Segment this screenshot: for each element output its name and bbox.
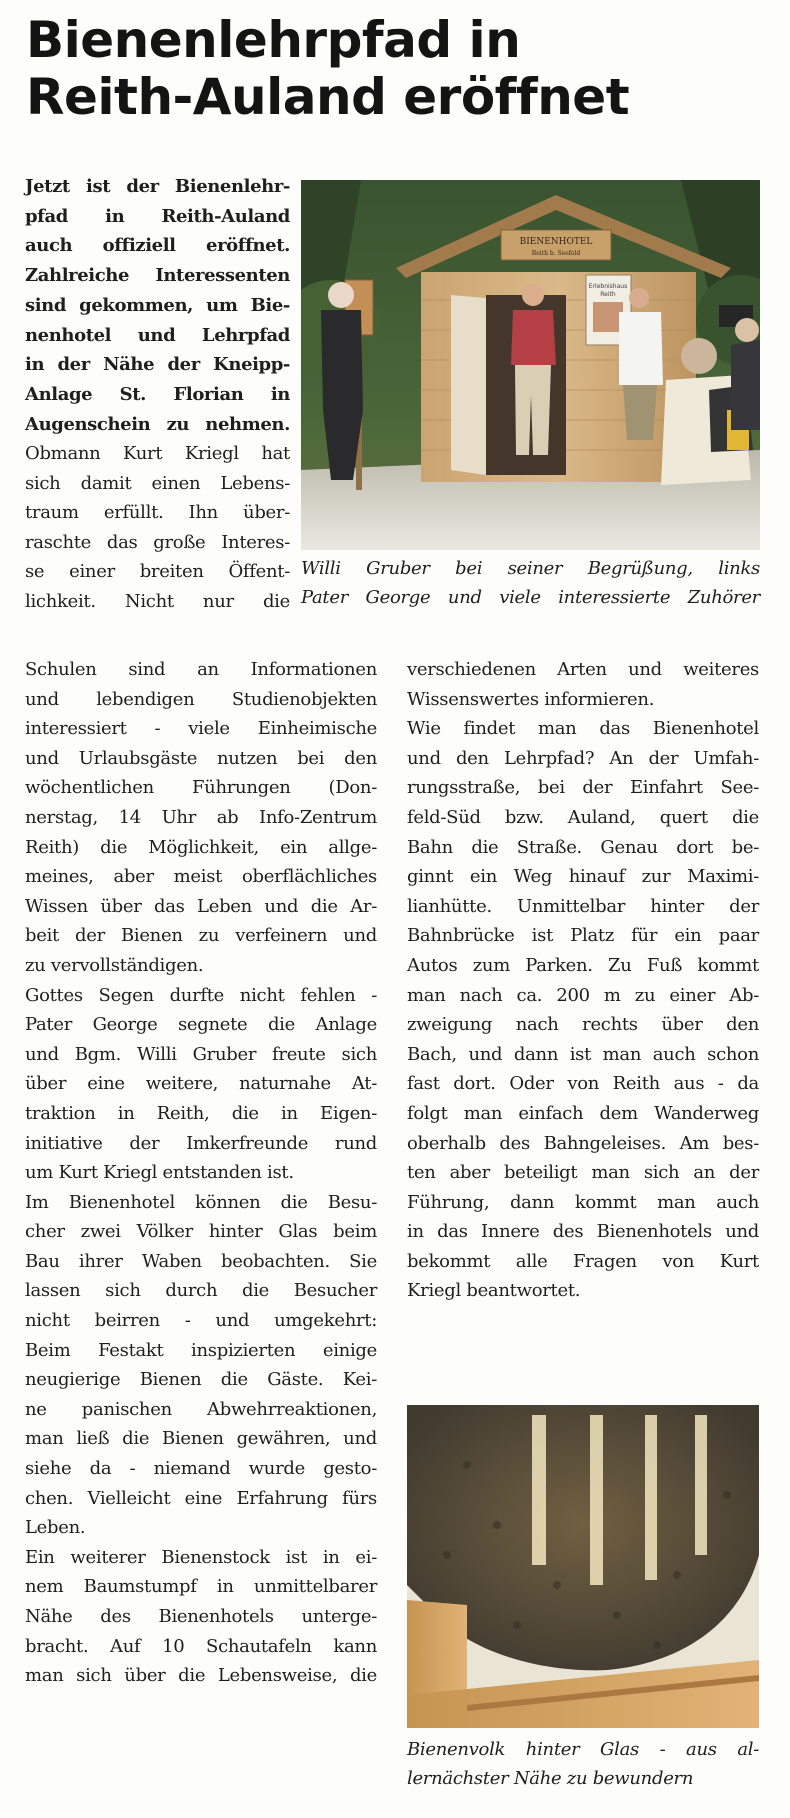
body-line: Nähe des Bienenhotels unterge-: [25, 1606, 377, 1627]
body-line: fast dort. Oder von Reith aus - da: [407, 1073, 759, 1095]
body-line: verschiedenen Arten und weiteres: [407, 659, 759, 680]
body-line: beit der Bienen zu verfeinern und: [25, 925, 377, 947]
body-line: Leben.: [25, 1517, 86, 1539]
body-line: feld-Süd bzw. Auland, quert die: [407, 806, 759, 828]
body-line: initiative der Imkerfreunde rund: [25, 1132, 377, 1154]
body-line: Bach, und dann ist man auch schon: [407, 1043, 759, 1065]
body-line: Wie findet man das Bienenhotel: [407, 718, 759, 740]
intro-line: pfad in Reith-Auland: [25, 205, 290, 227]
body-line: Bahnbrücke ist Platz für ein paar: [407, 925, 759, 947]
body-line: lassen sich durch die Besucher: [25, 1280, 377, 1302]
intro-line: Augenschein zu nehmen.: [25, 413, 290, 435]
body-line: chen. Vielleicht eine Erfahrung fürs: [25, 1487, 377, 1509]
body-line: cher zwei Völker hinter Glas beim: [25, 1221, 377, 1243]
body-line: rungsstraße, bei der Einfahrt See-: [407, 777, 759, 799]
body-line: meines, aber meist oberflächliches: [25, 866, 377, 888]
body-line: und Urlaubsgäste nutzen bei den: [25, 747, 377, 769]
body-line: wöchentlichen Führungen (Don-: [25, 777, 377, 799]
caption-line: Bienenvolk hinter Glas - aus al-: [407, 1739, 759, 1760]
body-line: ginnt ein Weg hinauf zur Maximi-: [407, 866, 759, 888]
body-line: ne panischen Abwehrreaktionen,: [25, 1398, 377, 1420]
caption-line: Willi Gruber bei seiner Begrüßung, links: [301, 558, 760, 579]
hotel-sign-text: BIENENHOTEL: [519, 237, 593, 247]
body-line: Im Bienenhotel können die Besu-: [25, 1191, 377, 1213]
body-line: Wissen über das Leben und die Ar-: [25, 895, 377, 917]
intro-line: nenhotel und Lehrpfad: [25, 324, 290, 346]
body-line: Schulen sind an Informationen: [25, 659, 377, 680]
intro-line: auch offiziell eröffnet.: [25, 235, 290, 257]
body-line: Bau ihrer Waben beobachten. Sie: [25, 1250, 377, 1272]
body-line: über eine weitere, naturnahe At-: [25, 1073, 377, 1095]
body-line: traktion in Reith, die in Eigen-: [25, 1102, 377, 1124]
body-line: bracht. Auf 10 Schautafeln kann: [25, 1635, 377, 1657]
info-board-title: Erlebnishaus: [588, 283, 628, 290]
body-line: bekommt alle Fragen von Kurt: [407, 1250, 759, 1272]
body-line: und den Lehrpfad? An der Umfah-: [407, 747, 759, 769]
body-line: ten aber beteiligt man sich an der: [407, 1162, 759, 1184]
body-line: siehe da - niemand wurde gesto-: [25, 1458, 377, 1480]
intro-line: Zahlreiche Interessenten: [25, 265, 290, 287]
hotel-sign-subtext: Reith b. Seefeld: [531, 250, 581, 257]
photo-bienenhotel-caption: [301, 554, 760, 612]
body-line: und lebendigen Studienobjekten: [25, 688, 377, 710]
body-line: sich damit einen Lebens-: [25, 472, 290, 494]
intro-line: Jetzt ist der Bienenlehr-: [25, 176, 290, 197]
photo-bienenhotel-opening: [301, 180, 760, 550]
body-line: nerstag, 14 Uhr ab Info-Zentrum: [25, 806, 377, 828]
body-line: Reith) die Möglichkeit, ein allge-: [25, 836, 377, 858]
title-line: Reith-Auland eröffnet: [26, 68, 630, 126]
title-line: Bienenlehrpfad in: [26, 11, 521, 69]
body-line: nicht beirren - und umgekehrt:: [25, 1310, 377, 1332]
body-line: se einer breiten Öffent-: [25, 561, 290, 583]
body-line: lianhütte. Unmittelbar hinter der: [407, 895, 759, 917]
body-line: nem Baumstumpf in unmittelbarer: [25, 1576, 377, 1598]
body-line: Pater George segnete die Anlage: [25, 1014, 377, 1036]
body-line: man ließ die Bienen gewähren, und: [25, 1428, 377, 1450]
body-line: Obmann Kurt Kriegl hat: [25, 443, 290, 464]
body-line: Bahn die Straße. Genau dort be-: [407, 836, 759, 858]
body-line: Wissenswertes informieren.: [407, 688, 655, 710]
body-text-left-column: [25, 655, 377, 1691]
photo-bee-colony-caption: [407, 1735, 759, 1793]
info-board-subtitle: Reith: [600, 291, 616, 298]
caption-line: Pater George und viele interessierte Zuhörer: [301, 587, 760, 608]
body-line: lichkeit. Nicht nur die: [25, 590, 290, 612]
body-line: raschte das große Interes-: [25, 531, 290, 553]
body-line: zweigung nach rechts über den: [407, 1014, 759, 1036]
body-line: Führung, dann kommt man auch: [407, 1191, 759, 1213]
body-text-narrow: [25, 439, 290, 617]
caption-line: lernächster Nähe zu bewundern: [407, 1768, 694, 1789]
body-text-right-column: [407, 655, 759, 1306]
body-line: Kriegl beantwortet.: [407, 1280, 581, 1302]
body-line: traum erfüllt. Ihn über-: [25, 502, 290, 524]
body-line: Beim Festakt inspizierten einige: [25, 1339, 377, 1361]
body-line: zu vervollständigen.: [25, 954, 204, 976]
photo-bienenhotel-image: [301, 180, 760, 550]
photo-bee-colony: [407, 1405, 759, 1728]
intro-line: sind gekommen, um Bie-: [25, 294, 290, 316]
body-line: Gottes Segen durfte nicht fehlen -: [25, 984, 377, 1006]
body-line: interessiert - viele Einheimische: [25, 718, 377, 740]
photo-bee-colony-image: [407, 1405, 759, 1728]
body-line: neugierige Bienen die Gäste. Kei-: [25, 1369, 377, 1391]
body-line: man sich über die Lebensweise, die: [25, 1665, 377, 1687]
body-line: oberhalb des Bahngeleises. Am bes-: [407, 1132, 759, 1154]
body-line: man nach ca. 200 m zu einer Ab-: [407, 984, 759, 1006]
body-line: in das Innere des Bienenhotels und: [407, 1221, 759, 1243]
body-line: Autos zum Parken. Zu Fuß kommt: [407, 954, 759, 976]
intro-line: in der Nähe der Kneipp-: [25, 354, 290, 376]
intro-line: Anlage St. Florian in: [25, 383, 290, 405]
body-line: Ein weiterer Bienenstock ist in ei-: [25, 1546, 377, 1568]
body-line: um Kurt Kriegl entstanden ist.: [25, 1162, 294, 1184]
intro-paragraph: [25, 172, 290, 439]
body-line: und Bgm. Willi Gruber freute sich: [25, 1043, 377, 1065]
body-line: folgt man einfach dem Wanderweg: [407, 1102, 759, 1124]
article-title: [26, 12, 766, 126]
